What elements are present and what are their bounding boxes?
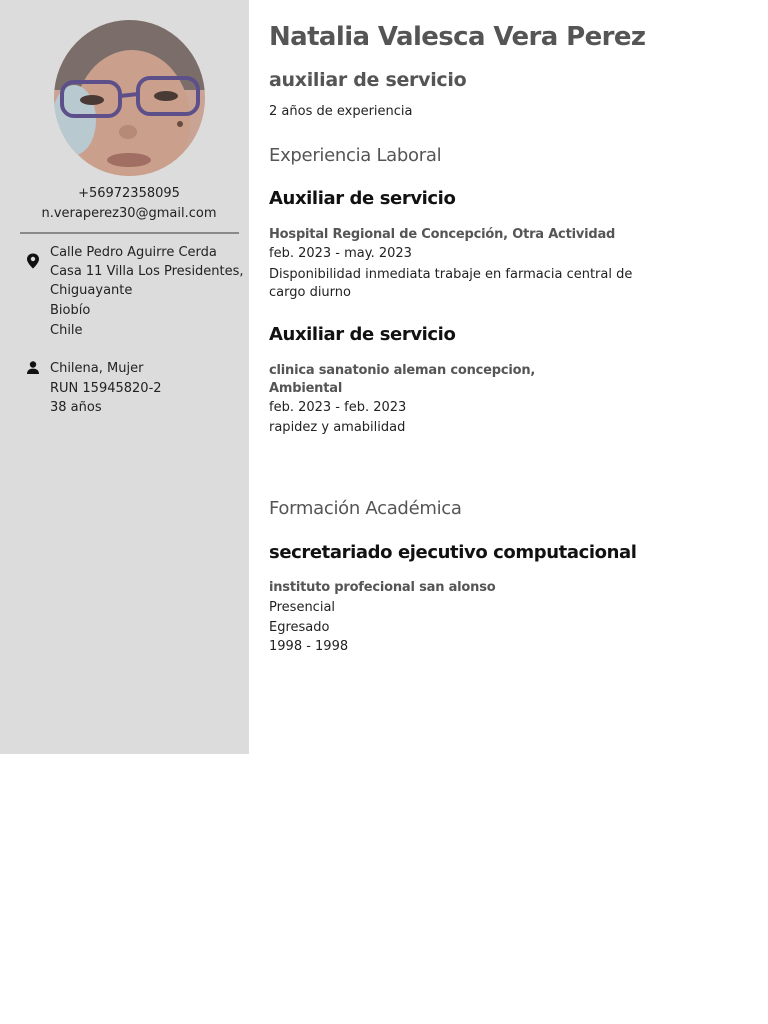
personal-line: Chilena, Mujer [50,361,144,376]
profile-photo [54,20,205,176]
experience-item-description: rapidez y amabilidad [269,420,406,435]
experience-item-title: Auxiliar de servicio [269,188,456,209]
person-icon [26,360,40,376]
experience-item-title: Auxiliar de servicio [269,324,456,345]
education-item-dates: 1998 - 1998 [269,639,349,654]
personal-line: 38 años [50,400,102,416]
address-line: Chiguayante [50,283,133,299]
experience-item-dates: feb. 2023 - feb. 2023 [269,400,407,415]
personal-info [50,359,162,418]
phone: +56972358095 [78,186,180,201]
address-line: Chile [50,323,83,339]
email: n.veraperez30@gmail.com [41,206,217,221]
avatar [54,20,205,176]
address-line: Calle Pedro Aguirre Cerda [50,245,217,260]
personal-line: RUN 15945820-2 [50,380,162,396]
education-item-modality: Presencial [269,600,336,615]
experience-item-dates: feb. 2023 - may. 2023 [269,246,412,261]
experience-item-org: Hospital Regional de Concepción, Otra Actividad [269,227,616,242]
full-name: Natalia Valesca Vera Perez [269,22,646,52]
education-item-title: secretariado ejecutivo computacional [269,542,637,563]
address-line: Biobío [50,302,91,318]
map-pin-icon [26,253,40,269]
sidebar [0,0,249,754]
experience-item-org: clinica sanatonio aleman concepcion, [269,363,536,378]
education-item-status: Egresado [269,620,330,635]
education-item-institution: instituto profecional san alonso [269,580,496,595]
experience-section-title: Experiencia Laboral [269,145,442,166]
education-section-title: Formación Académica [269,498,462,519]
experience-item-description: Disponibilidad inmediata trabaje en farmacia central de cargo diurno [269,267,633,300]
address [50,243,244,341]
experience-item-org: Ambiental [269,381,343,396]
sidebar-divider [20,232,239,234]
address-line: Casa 11 Villa Los Presidentes, [50,263,244,279]
job-title: auxiliar de servicio [269,69,467,91]
experience-years: 2 años de experiencia [269,104,413,119]
